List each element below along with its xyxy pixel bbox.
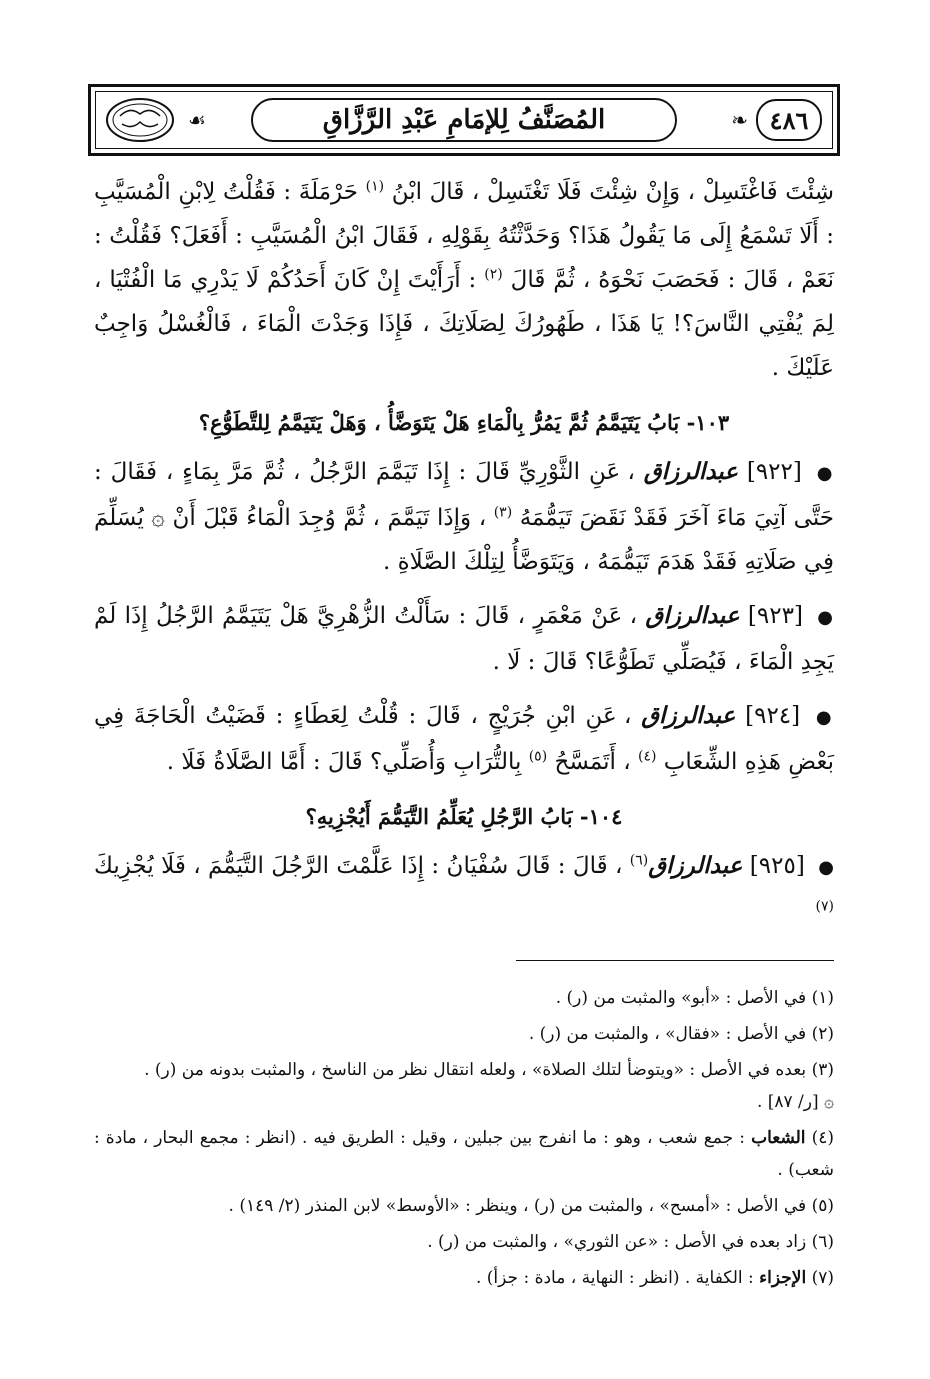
running-title: المُصَنَّفُ لِلإمَامِ عَبْدِ الرَّزَّاقِ: [322, 105, 606, 135]
hadith-923: [94, 594, 834, 684]
footnote-ref[interactable]: (٤): [637, 748, 657, 765]
page-header: [88, 84, 840, 156]
footnote-text: : الكفاية . (انظر : النهاية ، مادة : جزأ) .: [475, 1268, 754, 1288]
ornament-icon: ❧: [731, 108, 748, 132]
page-number: ٤٨٦: [756, 99, 822, 141]
footnote-5: [94, 1190, 834, 1222]
footnote-number: (٢): [811, 1024, 834, 1044]
footnote-term: الإجزاء: [759, 1268, 807, 1288]
hadith-text: ، عَنْ مَعْمَرٍ ، قَالَ : سَأَلْتُ الزُّهْرِيَّ هَلْ يَتَيَمَّمُ الرَّجُلُ إِذَا لَمْ يَجِدِ الْمَاءَ ، فَيُصَلِّي تَطَوُّعًا؟ قَالَ : لَا .: [94, 603, 834, 675]
hadith-text: ، قَالَ : قَالَ سُفْيَانُ : إِذَا عَلَّمْتَ الرَّجُلَ التَّيَمُّمَ ، فَلَا يُجْزِيكَ: [94, 853, 623, 879]
bullet-icon: ●: [816, 463, 835, 484]
footnote-text: في الأصل : «أمسح» ، والمثبت من (ر) ، وينظر : «الأوسط» لابن المنذر (٢/ ١٤٩) .: [228, 1196, 807, 1216]
footnote-text: في الأصل : «فقال» ، والمثبت من (ر) .: [528, 1024, 807, 1044]
hadith-number: [٩٢٣]: [747, 603, 803, 629]
footnote-ref[interactable]: (٥): [528, 748, 548, 765]
footnote-ref[interactable]: (٣): [493, 504, 513, 521]
chapter-heading-104: ١٠٤- بَابُ الرَّجُلِ يُعَلِّمُ التَّيَمُّمَ أَيُجْزِيهِ؟: [305, 804, 623, 829]
footnote-text: بعده في الأصل : «ويتوضأ لتلك الصلاة» ، ولعله انتقال نظر من الناسخ ، والمثبت بدونه من (ر) .: [144, 1060, 807, 1080]
footnote-4: [94, 1122, 834, 1186]
footnote-text: : جمع شعب ، وهو : ما انفرج بين جبلين ، وقيل : الطريق فيه . (انظر : مجمع البحار ، مادة : شعب) .: [94, 1128, 834, 1180]
footnote-number: (٥): [811, 1196, 834, 1216]
footnote-number: (٣): [811, 1060, 834, 1080]
book-emblem-icon: [104, 96, 176, 144]
hadith-source: عبدالرزاق: [641, 702, 736, 729]
hadith-924: [94, 694, 834, 784]
footnotes: [94, 982, 834, 1298]
hadith-number: [٩٢٤]: [745, 703, 801, 729]
footnote-1: [94, 982, 834, 1014]
footnote-7: [94, 1262, 834, 1294]
hadith-text: ، أَتَمَسَّحُ: [554, 749, 631, 775]
footnote-number: (١): [811, 988, 834, 1008]
footnote-2: [94, 1018, 834, 1050]
bullet-icon: ●: [818, 857, 834, 878]
paragraph-text: شِئْتَ فَاغْتَسِلْ ، وَإِنْ شِئْتَ فَلَا تَغْتَسِلْ ، قَالَ ابْنُ: [391, 179, 835, 205]
hadith-number: [٩٢٢]: [746, 459, 802, 485]
header-inner-frame: [95, 91, 833, 149]
hadith-text: ، عَنِ ابْنِ جُرَيْجٍ ، قَالَ : قُلْتُ لِعَطَاءٍ : قَضَيْتُ الْحَاجَةَ فِي بَعْضِ هَذِهِ الشِّعَابِ: [94, 703, 834, 775]
footnote-divider: [516, 960, 834, 961]
footnote-ref[interactable]: (٢): [484, 266, 503, 283]
footnote-term: الشعاب: [751, 1128, 806, 1148]
hadith-source: عبدالرزاق: [643, 458, 738, 485]
hadith-925: [94, 844, 834, 934]
footnote-ref[interactable]: (١): [365, 178, 385, 195]
footnote-3: [94, 1054, 834, 1118]
footnote-ref[interactable]: (٦): [629, 852, 649, 869]
bullet-icon: ●: [815, 707, 834, 728]
title-cartouche: [251, 98, 677, 142]
footnote-number: (٧): [811, 1268, 834, 1288]
bullet-icon: ●: [817, 607, 834, 628]
hadith-number: [٩٢٥]: [749, 853, 805, 879]
hadith-source: عبدالرزاق: [645, 602, 740, 629]
chapter-heading-103: ١٠٣- بَابُ يَتَيَمَّمُ ثُمَّ يَمُرُّ بِالْمَاءِ هَلْ يَتَوَضَّأُ ، وَهَلْ يَتَيَمَّمُ لِلتَّطَوُّعِ؟: [198, 410, 730, 435]
footnote-number: (٤): [811, 1128, 835, 1148]
hadith-text: بِالتُّرَابِ وَأُصَلِّي؟ قَالَ : أَمَّا الصَّلَاةُ فَلَا .: [166, 749, 522, 775]
footnote-text: في الأصل : «أبو» والمثبت من (ر) .: [555, 988, 807, 1008]
footnote-ref[interactable]: (٧): [815, 898, 834, 915]
continued-paragraph: [94, 170, 834, 390]
footnote-text: زاد بعده في الأصل : «عن الثوري» ، والمثبت من (ر) .: [427, 1232, 807, 1252]
hadith-922: [94, 450, 834, 584]
main-text: [94, 170, 834, 944]
ornament-icon: ☙: [188, 108, 206, 132]
hadith-text: ، وَإِذَا تَيَمَّمَ ، ثُمَّ وُجِدَ الْمَاءُ قَبْلَ أَنْ ۞ يُسَلِّمَ فِي صَلَاتِهِ فَقَدْ هَدَمَ تَيَمُّمَهُ ، وَيَتَوَضَّأُ لِتِلْكَ الصَّلَاةِ .: [94, 505, 834, 575]
hadith-text: ، عَنِ الثَّوْرِيِّ قَالَ : إِذَا تَيَمَّمَ الرَّجُلُ ، ثُمَّ مَرَّ بِمَاءٍ ، فَقَالَ : حَتَّى آتِيَ مَاءَ آخَرَ فَقَدْ نَقَضَ تَيَمُّمَهُ: [94, 459, 835, 531]
manuscript-page-marker: ۞ [ر/ ٨٧] .: [756, 1092, 834, 1112]
paragraph-text: : أَرَأَيْتَ إِنْ كَانَ أَحَدُكُمْ لَا يَدْرِي مَا الْفُتْيَا ، لِمَ يُفْتِي النَّاسَ؟! يَا هَذَا ، طَهُورُكَ لِصَلَاتِكَ ، فَإِذَا وَجَدْتَ الْمَاءَ ، فَالْغُسْلُ وَاجِبٌ عَلَيْكَ .: [94, 267, 834, 381]
footnote-6: [94, 1226, 834, 1258]
footnote-number: (٦): [811, 1232, 834, 1252]
hadith-source: عبدالرزاق: [648, 852, 743, 879]
paragraph-text: حَرْمَلَةَ : فَقُلْتُ لِابْنِ الْمُسَيَّبِ : أَلَا تَسْمَعُ إِلَى مَا يَقُولُ هَذَا؟ وَحَدَّثْتُهُ بِقَوْلِهِ ، فَقَالَ ابْنُ الْمُسَيَّبِ : أَفَعَلَ؟ فَقُلْتُ : نَعَمْ ، قَالَ : فَحَصَبَ نَحْوَهُ ، ثُمَّ قَالَ: [94, 179, 835, 293]
